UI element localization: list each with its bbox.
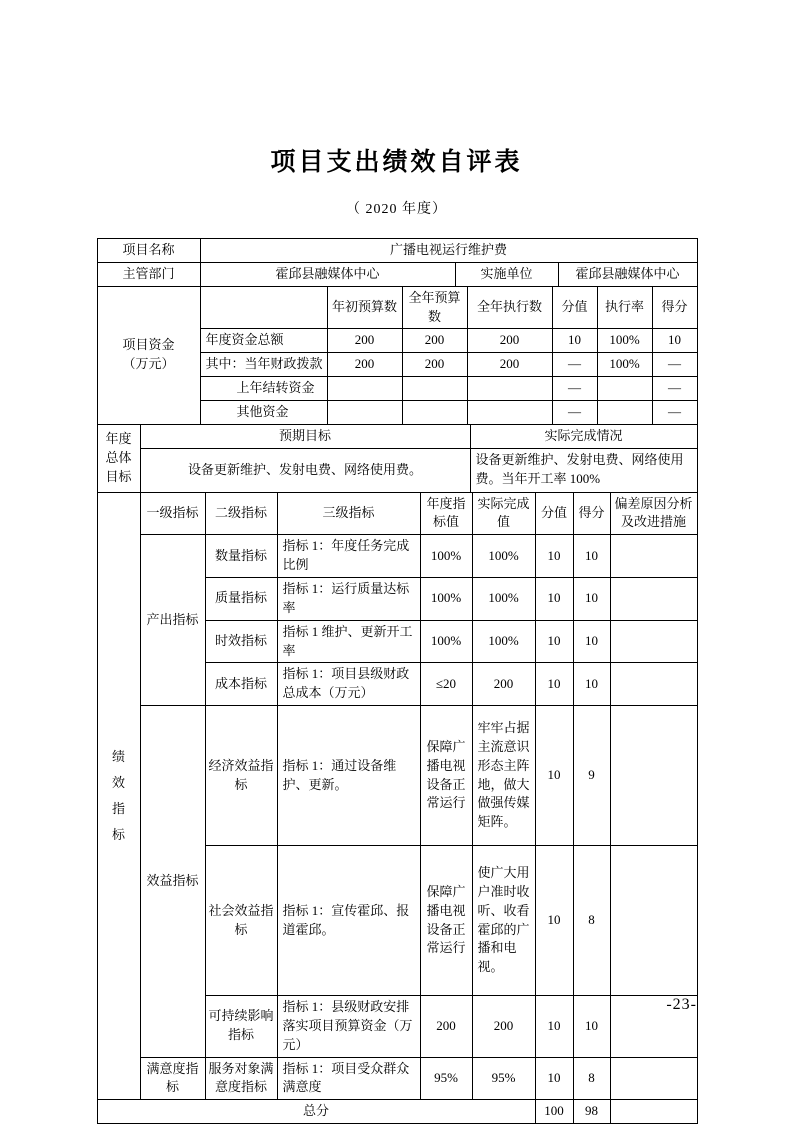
funding-cell-score: —	[552, 377, 597, 401]
funding-header-got: 得分	[652, 286, 697, 329]
evaluation-form	[97, 238, 697, 1124]
cell-target: 95%	[420, 1057, 472, 1100]
header-level3: 三级指标	[277, 492, 420, 535]
funding-cell-got: —	[652, 400, 697, 424]
performance-row	[97, 706, 697, 846]
header-score: 分值	[535, 492, 573, 535]
level1-group-benefit: 效益指标	[140, 706, 205, 1058]
cell-actual: 100%	[472, 577, 535, 620]
funding-cell-got: 10	[652, 329, 697, 353]
cell-actual: 95%	[472, 1057, 535, 1100]
page-title: 项目支出绩效自评表	[270, 149, 523, 176]
cell-level2: 数量指标	[205, 535, 277, 578]
cell-score: 10	[535, 706, 573, 846]
funding-cell-got: —	[652, 377, 697, 401]
performance-header-row	[97, 492, 697, 535]
cell-deviation	[610, 620, 697, 663]
performance-row	[97, 535, 697, 578]
annual-goal-table	[97, 424, 698, 493]
funding-header-row	[97, 286, 697, 329]
funding-cell-v1: 200	[327, 353, 402, 377]
cell-target: ≤20	[420, 663, 472, 706]
annual-goal-header-row	[97, 424, 697, 448]
funding-cell-v1: 200	[327, 329, 402, 353]
cell-got: 9	[573, 706, 610, 846]
funding-cell-v1	[327, 400, 402, 424]
cell-deviation	[610, 846, 697, 996]
header-target: 年度指标值	[420, 492, 472, 535]
cell-score: 10	[535, 535, 573, 578]
funding-cell-score: —	[552, 353, 597, 377]
cell-got: 8	[573, 1057, 610, 1100]
cell-deviation	[610, 1057, 697, 1100]
header-level1: 一级指标	[140, 492, 205, 535]
cell-target: 保障广播电视设备正常运行	[420, 706, 472, 846]
cell-level3: 指标 1：宣传霍邱、报道霍邱。	[277, 846, 420, 996]
level1-group-output: 产出指标	[140, 535, 205, 706]
cell-level3: 指标 1：项目受众群众满意度	[277, 1057, 420, 1100]
total-got: 98	[573, 1100, 610, 1124]
header-level2: 二级指标	[205, 492, 277, 535]
cell-got: 8	[573, 846, 610, 996]
expected-goal-header: 预期目标	[140, 424, 470, 448]
total-deviation	[610, 1100, 697, 1124]
total-row	[97, 1100, 697, 1124]
expected-goal-text: 设备更新维护、发射电费、网络使用费。	[140, 448, 470, 492]
table-row	[97, 239, 697, 263]
funding-cell-rate	[597, 377, 652, 401]
performance-table	[97, 492, 698, 1124]
funding-section-label: 项目资金（万元）	[97, 286, 200, 424]
cell-got: 10	[573, 663, 610, 706]
cell-level2: 成本指标	[205, 663, 277, 706]
cell-score: 10	[535, 1057, 573, 1100]
header-got: 得分	[573, 492, 610, 535]
cell-level3: 指标 1：运行质量达标率	[277, 577, 420, 620]
cell-actual: 使广大用户准时收听、收看霍邱的广播和电视。	[472, 846, 535, 996]
total-score: 100	[535, 1100, 573, 1124]
dept-value: 霍邱县融媒体中心	[200, 262, 455, 286]
funding-cell-v2: 200	[402, 353, 467, 377]
total-label: 总分	[97, 1100, 535, 1124]
actual-completion-text: 设备更新维护、发射电费、网络使用费。当年开工率 100%	[470, 448, 697, 492]
cell-actual: 200	[472, 996, 535, 1058]
funding-cell-v3: 200	[467, 353, 552, 377]
cell-score: 10	[535, 663, 573, 706]
cell-level2: 经济效益指标	[205, 706, 277, 846]
funding-row-name: 年度资金总额	[200, 329, 327, 353]
funding-cell-rate: 100%	[597, 329, 652, 353]
cell-actual: 200	[472, 663, 535, 706]
impl-unit-value: 霍邱县融媒体中心	[558, 262, 697, 286]
cell-got: 10	[573, 620, 610, 663]
project-info-table	[97, 238, 698, 287]
cell-score: 10	[535, 577, 573, 620]
funding-table	[97, 286, 698, 425]
funding-cell-got: —	[652, 353, 697, 377]
funding-row-name: 其他资金	[200, 400, 327, 424]
funding-cell-rate	[597, 400, 652, 424]
funding-cell-v3: 200	[467, 329, 552, 353]
cell-level3: 指标 1：年度任务完成比例	[277, 535, 420, 578]
funding-cell-v3	[467, 400, 552, 424]
level1-group-satisfaction: 满意度指标	[140, 1057, 205, 1100]
actual-completion-header: 实际完成情况	[470, 424, 697, 448]
project-name-label: 项目名称	[97, 239, 200, 263]
project-name-value: 广播电视运行维护费	[200, 239, 697, 263]
funding-header-annual-exec: 全年执行数	[467, 286, 552, 329]
cell-level2: 时效指标	[205, 620, 277, 663]
cell-level3: 指标 1 维护、更新开工率	[277, 620, 420, 663]
cell-got: 10	[573, 535, 610, 578]
table-row	[97, 262, 697, 286]
cell-level2: 服务对象满意度指标	[205, 1057, 277, 1100]
cell-level2: 社会效益指标	[205, 846, 277, 996]
cell-target: 保障广播电视设备正常运行	[420, 846, 472, 996]
cell-level3: 指标 1：通过设备维护、更新。	[277, 706, 420, 846]
header-actual: 实际完成值	[472, 492, 535, 535]
cell-score: 10	[535, 996, 573, 1058]
header-deviation: 偏差原因分析及改进措施	[610, 492, 697, 535]
cell-actual: 100%	[472, 620, 535, 663]
annual-goal-section-label: 年度总体目标	[97, 424, 140, 492]
funding-header-initial-budget: 年初预算数	[327, 286, 402, 329]
cell-actual: 100%	[472, 535, 535, 578]
funding-header-annual-budget: 全年预算数	[402, 286, 467, 329]
cell-target: 100%	[420, 535, 472, 578]
page-subtitle: （ 2020 年度）	[346, 202, 447, 217]
funding-cell-v2	[402, 377, 467, 401]
cell-score: 10	[535, 620, 573, 663]
page-number: -23-	[666, 996, 697, 1013]
funding-blank-header	[200, 286, 327, 329]
cell-deviation	[610, 535, 697, 578]
cell-deviation	[610, 663, 697, 706]
funding-cell-v2: 200	[402, 329, 467, 353]
cell-level2: 可持续影响指标	[205, 996, 277, 1058]
impl-unit-label: 实施单位	[455, 262, 558, 286]
performance-row	[97, 1057, 697, 1100]
dept-label: 主管部门	[97, 262, 200, 286]
performance-section-label: 绩效指标	[97, 492, 140, 1100]
funding-cell-v3	[467, 377, 552, 401]
cell-level3: 指标 1：县级财政安排落实项目预算资金（万元）	[277, 996, 420, 1058]
cell-deviation	[610, 577, 697, 620]
cell-deviation	[610, 706, 697, 846]
cell-target: 100%	[420, 577, 472, 620]
cell-actual: 牢牢占据主流意识形态主阵地，做大做强传媒矩阵。	[472, 706, 535, 846]
funding-cell-v1	[327, 377, 402, 401]
cell-target: 200	[420, 996, 472, 1058]
cell-got: 10	[573, 577, 610, 620]
funding-header-score: 分值	[552, 286, 597, 329]
funding-cell-score: 10	[552, 329, 597, 353]
funding-cell-rate: 100%	[597, 353, 652, 377]
funding-header-exec-rate: 执行率	[597, 286, 652, 329]
cell-score: 10	[535, 846, 573, 996]
cell-level2: 质量指标	[205, 577, 277, 620]
funding-cell-v2	[402, 400, 467, 424]
cell-target: 100%	[420, 620, 472, 663]
funding-cell-score: —	[552, 400, 597, 424]
annual-goal-content-row	[97, 448, 697, 492]
cell-got: 10	[573, 996, 610, 1058]
funding-row-name: 上年结转资金	[200, 377, 327, 401]
funding-row-name: 其中：当年财政拨款	[200, 353, 327, 377]
cell-level3: 指标 1：项目县级财政总成本（万元）	[277, 663, 420, 706]
